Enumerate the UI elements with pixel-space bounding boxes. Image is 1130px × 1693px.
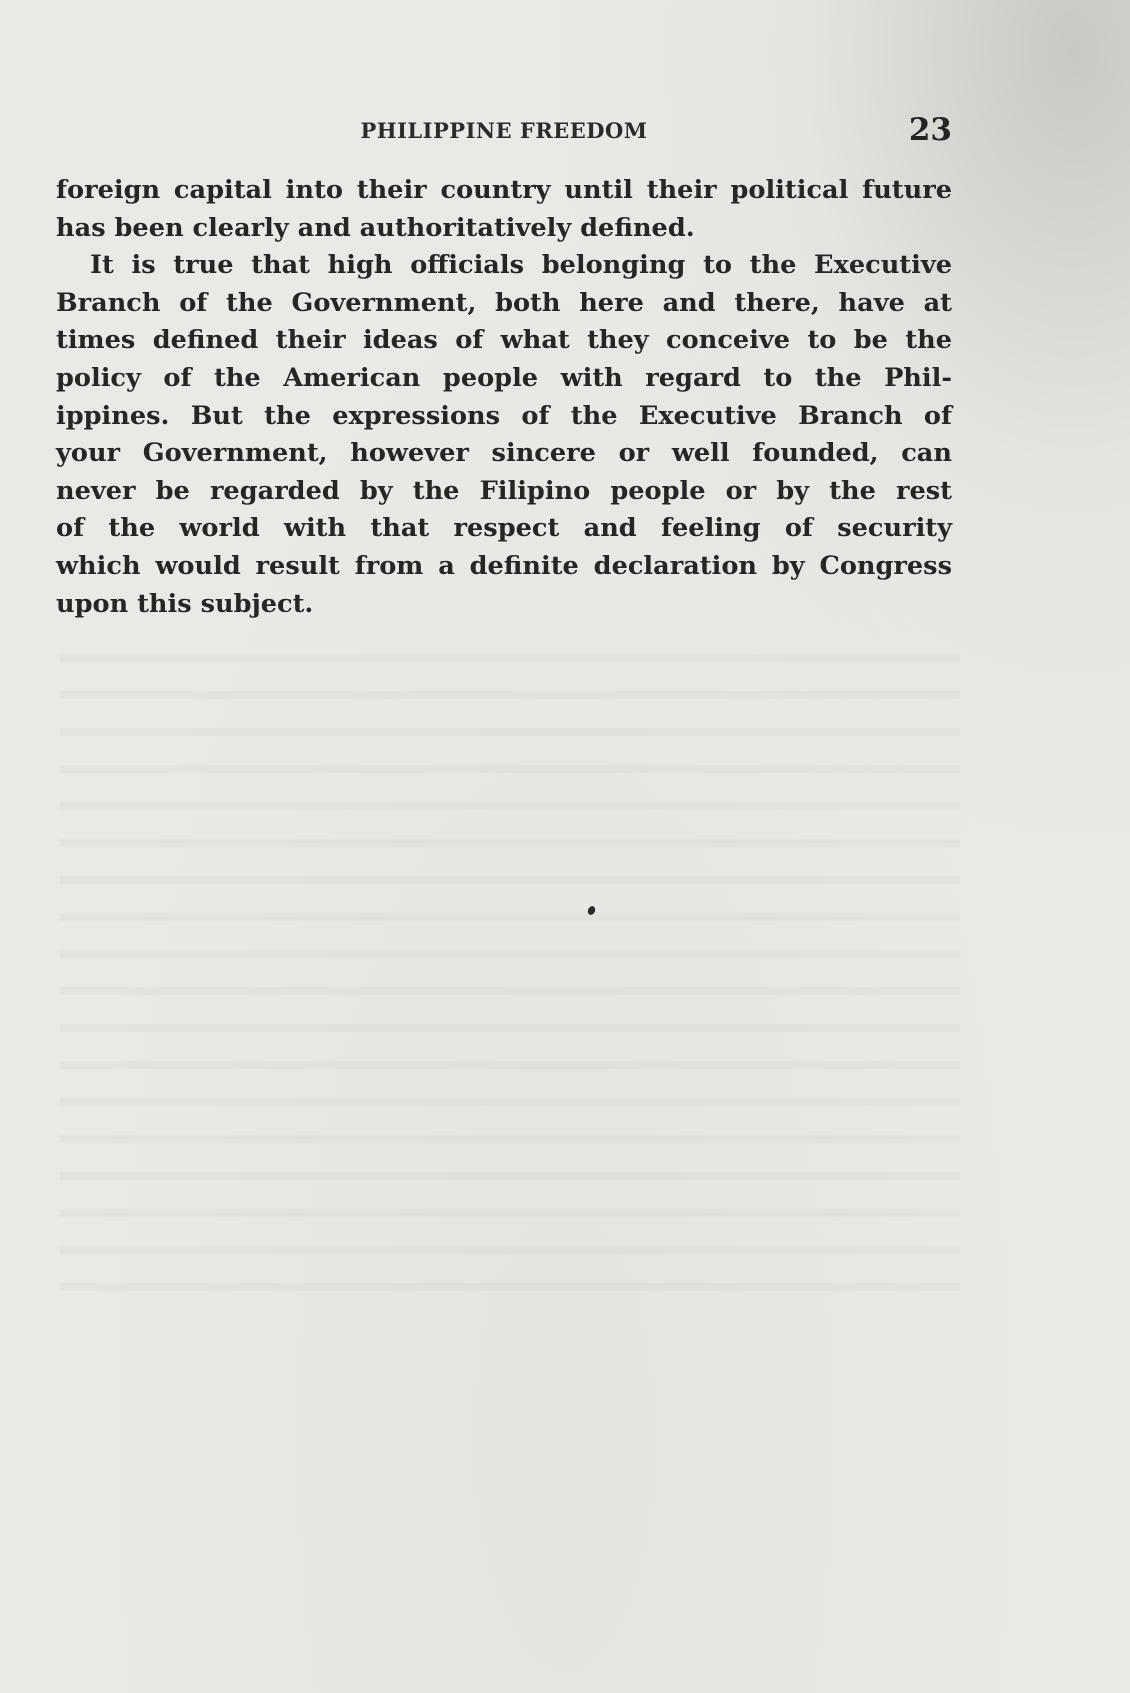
text-line: never be regarded by the Filipino people or by the rest — [56, 475, 952, 506]
text-line: of the world with that respect and feeling of security — [56, 513, 952, 544]
text-line: your Government, however sincere or well founded, can — [56, 438, 952, 469]
text-line: It is true that high officials belonging to the Executive — [90, 250, 952, 281]
text-line: has been clearly and authoritatively defined. — [56, 212, 695, 243]
text-line: policy of the American people with regard to the Phil- — [56, 362, 952, 393]
text-line: times defined their ideas of what they conceive to be the — [56, 325, 952, 356]
text-line: upon this subject. — [56, 588, 314, 619]
text-line: Branch of the Government, both here and there, have at — [56, 287, 952, 318]
running-title: PHILIPPINE FREEDOM — [360, 118, 648, 143]
text-line: which would result from a definite declaration by Congress — [56, 550, 952, 581]
text-line: foreign capital into their country until their political future — [56, 175, 952, 205]
text-line: ippines. But the expressions of the Executive Branch of — [56, 400, 952, 431]
bleed-through-text — [60, 640, 960, 1320]
page-number: 23 — [908, 112, 952, 148]
body-text — [56, 172, 952, 623]
running-header — [56, 112, 952, 152]
